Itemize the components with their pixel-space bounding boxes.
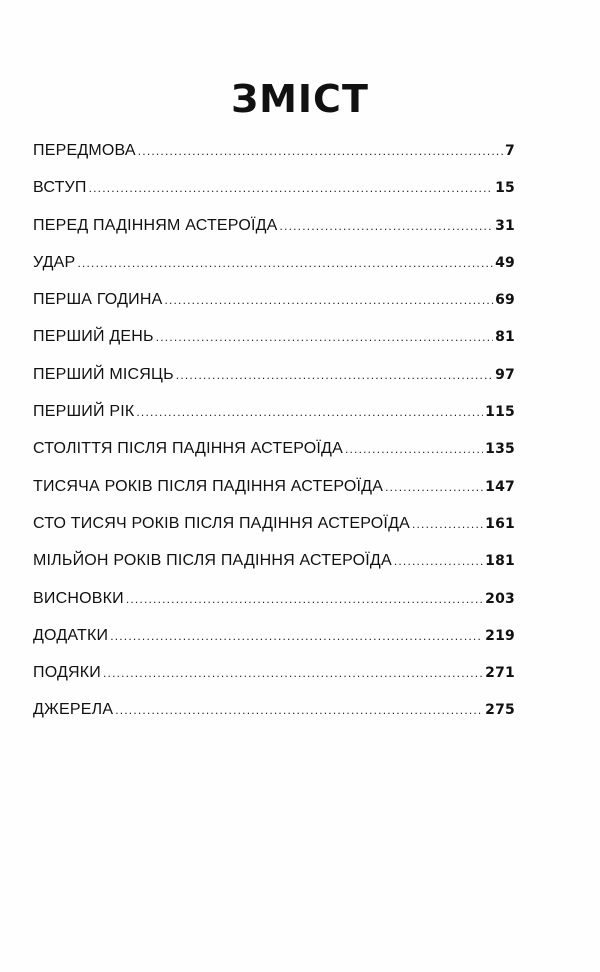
toc-entry-page: 147 xyxy=(485,478,515,495)
dot-leader xyxy=(345,442,483,456)
toc-entry-page: 181 xyxy=(485,553,515,570)
dot-leader xyxy=(176,368,493,382)
toc-entry xyxy=(33,254,515,291)
table-of-contents xyxy=(33,142,515,739)
toc-entry-page: 219 xyxy=(485,627,515,644)
toc-entry xyxy=(33,217,515,254)
toc-entry-page: 69 xyxy=(495,292,515,309)
toc-entry-page: 97 xyxy=(495,366,515,383)
dot-leader xyxy=(89,181,494,195)
toc-entry xyxy=(33,590,515,627)
toc-entry xyxy=(33,328,515,365)
toc-entry-page: 275 xyxy=(485,702,515,719)
toc-entry xyxy=(33,403,515,440)
toc-entry-page: 115 xyxy=(485,404,515,421)
toc-entry xyxy=(33,664,515,701)
toc-entry-label: ПЕРЕД ПАДІННЯМ АСТЕРОЇДА xyxy=(33,216,278,234)
toc-entry-label: ВИСНОВКИ xyxy=(33,589,124,607)
dot-leader xyxy=(385,480,483,494)
toc-entry-page: 15 xyxy=(495,180,515,197)
toc-entry-label: ПЕРШИЙ МІСЯЦЬ xyxy=(33,365,174,383)
dot-leader xyxy=(412,517,483,531)
toc-entry-label: МІЛЬЙОН РОКІВ ПІСЛЯ ПАДІННЯ АСТЕРОЇДА xyxy=(33,552,392,570)
toc-entry xyxy=(33,291,515,328)
toc-entry xyxy=(33,701,515,738)
toc-entry-label: ВСТУП xyxy=(33,179,87,197)
toc-entry-label: УДАР xyxy=(33,253,76,271)
toc-entry-page: 203 xyxy=(485,590,515,607)
dot-leader xyxy=(164,293,493,307)
toc-entry xyxy=(33,142,515,179)
toc-entry-label: ТИСЯЧА РОКІВ ПІСЛЯ ПАДІННЯ АСТЕРОЇДА xyxy=(33,477,384,495)
toc-entry xyxy=(33,552,515,589)
toc-entry-label: ДОДАТКИ xyxy=(33,626,109,644)
dot-leader xyxy=(280,219,494,233)
toc-entry-page: 271 xyxy=(485,665,515,682)
dot-leader xyxy=(138,144,503,158)
toc-entry-page: 49 xyxy=(495,254,515,271)
toc-entry xyxy=(33,440,515,477)
toc-entry-label: ДЖЕРЕЛА xyxy=(33,701,114,719)
dot-leader xyxy=(103,666,483,680)
toc-entry-page: 31 xyxy=(495,217,515,234)
toc-entry-page: 81 xyxy=(495,329,515,346)
dot-leader xyxy=(115,703,483,717)
dot-leader xyxy=(77,256,493,270)
toc-entry xyxy=(33,627,515,664)
toc-entry xyxy=(33,366,515,403)
toc-entry-label: СТО ТИСЯЧ РОКІВ ПІСЛЯ ПАДІННЯ АСТЕРОЇДА xyxy=(33,514,410,532)
toc-entry-label: ПЕРЕДМОВА xyxy=(33,142,136,159)
toc-entry xyxy=(33,478,515,515)
dot-leader xyxy=(394,554,483,568)
toc-entry-label: ПЕРШИЙ ДЕНЬ xyxy=(33,328,154,346)
dot-leader xyxy=(110,629,483,643)
toc-entry-label: СТОЛІТТЯ ПІСЛЯ ПАДІННЯ АСТЕРОЇДА xyxy=(33,440,343,458)
dot-leader xyxy=(156,330,493,344)
toc-entry-page: 135 xyxy=(485,441,515,458)
toc-entry-label: ПЕРШИЙ РІК xyxy=(33,403,135,421)
toc-entry-label: ПЕРША ГОДИНА xyxy=(33,291,163,309)
toc-entry-page: 161 xyxy=(485,515,515,532)
toc-entry xyxy=(33,515,515,552)
toc-entry xyxy=(33,179,515,216)
toc-entry-page: 7 xyxy=(505,143,515,159)
page-title: ЗМІСТ xyxy=(231,77,369,122)
dot-leader xyxy=(136,405,483,419)
toc-entry-label: ПОДЯКИ xyxy=(33,664,102,682)
dot-leader xyxy=(126,592,483,606)
